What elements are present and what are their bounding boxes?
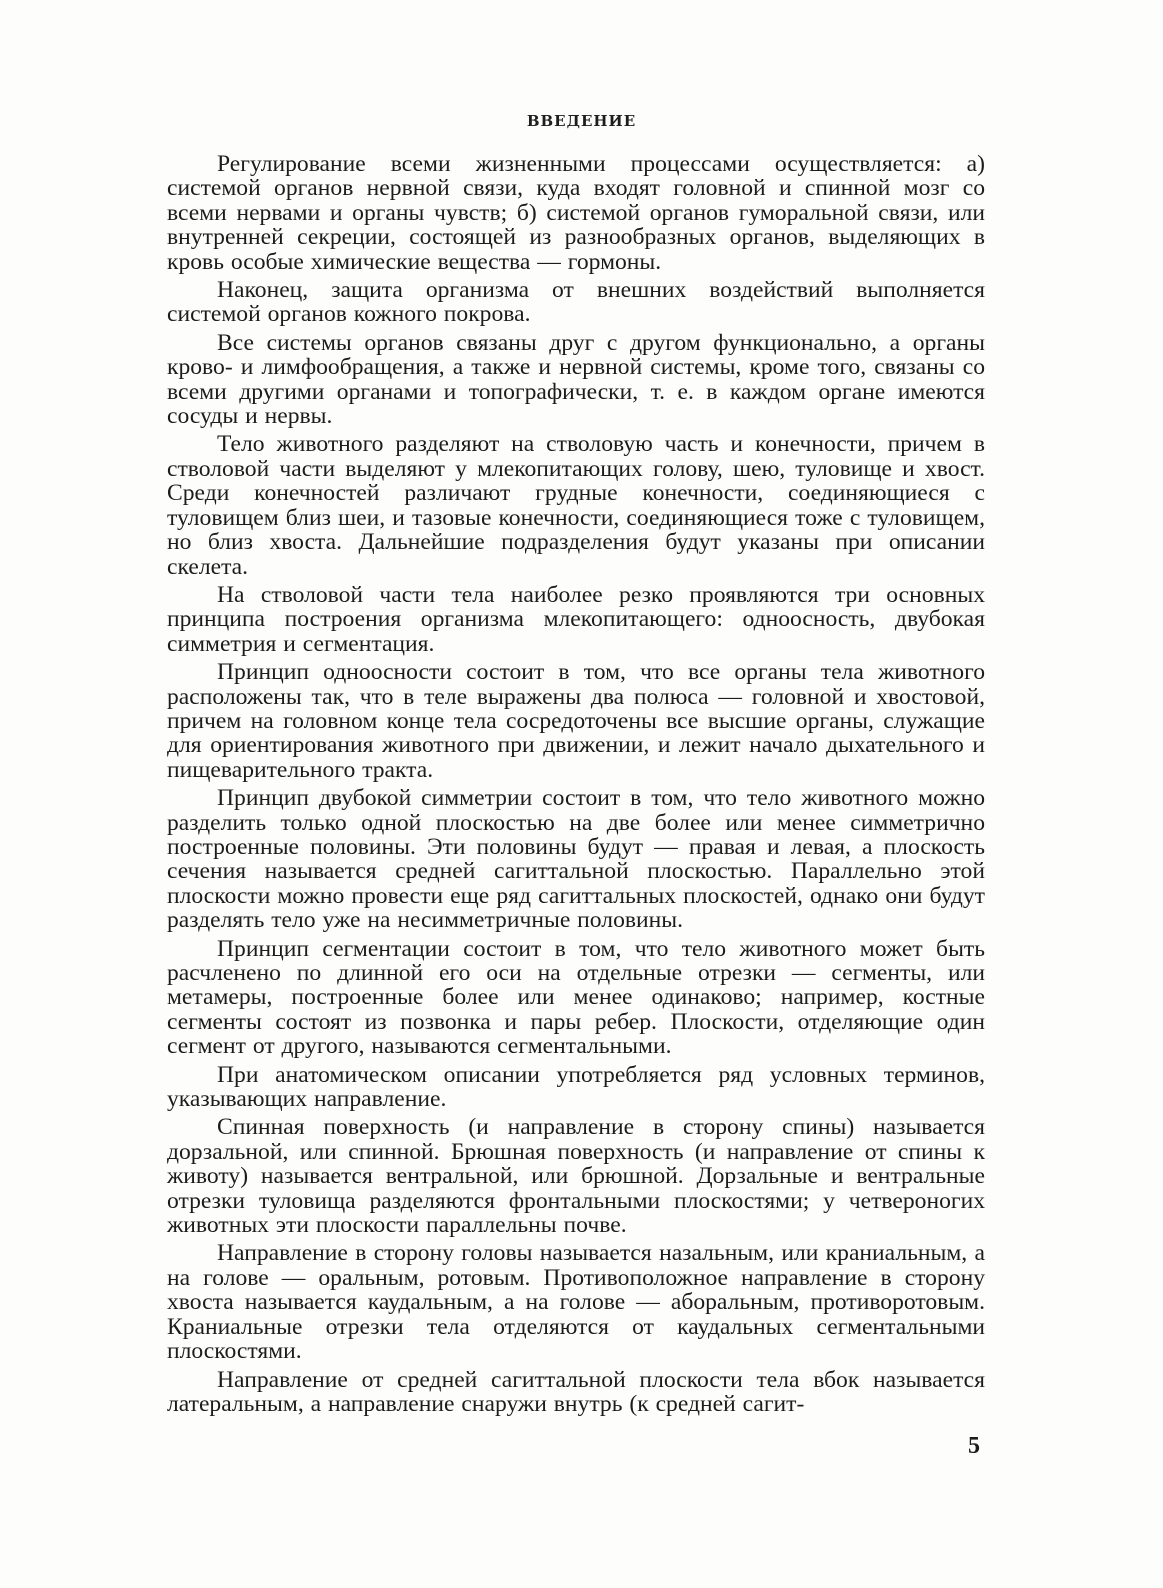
body-text — [167, 152, 985, 1416]
chapter-heading: ВВЕДЕНИЕ — [526, 112, 637, 130]
paragraph-10: Спинная поверхность (и направление в сторону спины) называется дорзальной, или спинной. Брюшная поверхность (и направление от спины к животу) называется вентральной, или брюшной. Дорзальные и вентральные отрезки туловища разделяются фронтальными плоскостями; у четвероногих животных эти плоскости параллельны почве. — [167, 1114, 985, 1239]
paragraph-8: Принцип сегментации состоит в том, что тело животного может быть расчленено по длинной его оси на отдельные отрезки — сегменты, или метамеры, построенные более или менее одинаково; например, костные сегменты состоят из позвонка и пары ребер. Плоскости, отделяющие один сегмент от другого, называются сегментальными. — [167, 935, 985, 1060]
paragraph-7: Принцип двубокой симметрии состоит в том, что тело животного можно разделить только одной плоскостью на две более или менее симметрично построенные половины. Эти половины будут — правая и левая, а плоскость сечения называется средней сагиттальной плоскостью. Параллельно этой плоскости можно провести еще ряд сагиттальных плоскостей, однако они будут разделять тело уже на несимметричные половины. — [167, 785, 985, 934]
paragraph-6: Принцип одноосности состоит в том, что все органы тела животного расположены так, что в теле выражены два полюса — головной и хвостовой, причем на головном конце тела сосредоточены все высшие органы, служащие для ориентирования животного при движении, и лежит начало дыхательного и пищеварительного тракта. — [167, 659, 985, 783]
paragraph-2: Наконец, защита организма от внешних воздействий выполняется системой органов кожного покрова. — [167, 277, 985, 328]
page-number: 5 — [968, 1433, 980, 1459]
paragraph-1: Регулирование всеми жизненными процессами осуществляется: а) системой органов нервной связи, куда входят головной и спинной мозг со всеми нервами и органы чувств; б) системой органов гуморальной связи, или внутренней секреции, состоящей из разнообразных органов, выделяющих в кровь особые химические вещества — гормоны. — [167, 151, 985, 275]
paragraph-4: Тело животного разделяют на стволовую часть и конечности, причем в стволовой части выделяют у млекопитающих голову, шею, туловище и хвост. Среди конечностей различают грудные конечности, соединяющиеся с туловищем близ шеи, и тазовые конечности, соединяющиеся тоже с туловищем, но близ хвоста. Дальнейшие подразделения будут указаны при описании скелета. — [167, 431, 985, 580]
paragraph-9: При анатомическом описании употребляется ряд условных терминов, указывающих направление. — [167, 1061, 985, 1113]
paragraph-5: На стволовой части тела наиболее резко проявляются три основных принципа построения организма млекопитающего: одноосность, двубокая симметрия и сегментация. — [167, 581, 985, 657]
paragraph-3: Все системы органов связаны друг с другом функционально, а органы крово- и лимфообращения, а также и нервной системы, кроме того, связаны со всеми другими органами и топографически, т. е. в каждом органе имеются сосуды и нервы. — [167, 329, 985, 430]
paragraph-11: Направление в сторону головы называется назальным, или краниальным, а на голове — оральным, ротовым. Противоположное направление в сторону хвоста называется каудальным, а на голове — аборальным, противоротовым. Краниальные отрезки тела отделяются от каудальных сегментальными плоскостями. — [167, 1240, 985, 1365]
paragraph-12: Направление от средней сагиттальной плоскости тела вбок называется латеральным, а направление снаружи внутрь (к средней сагит- — [167, 1366, 985, 1417]
